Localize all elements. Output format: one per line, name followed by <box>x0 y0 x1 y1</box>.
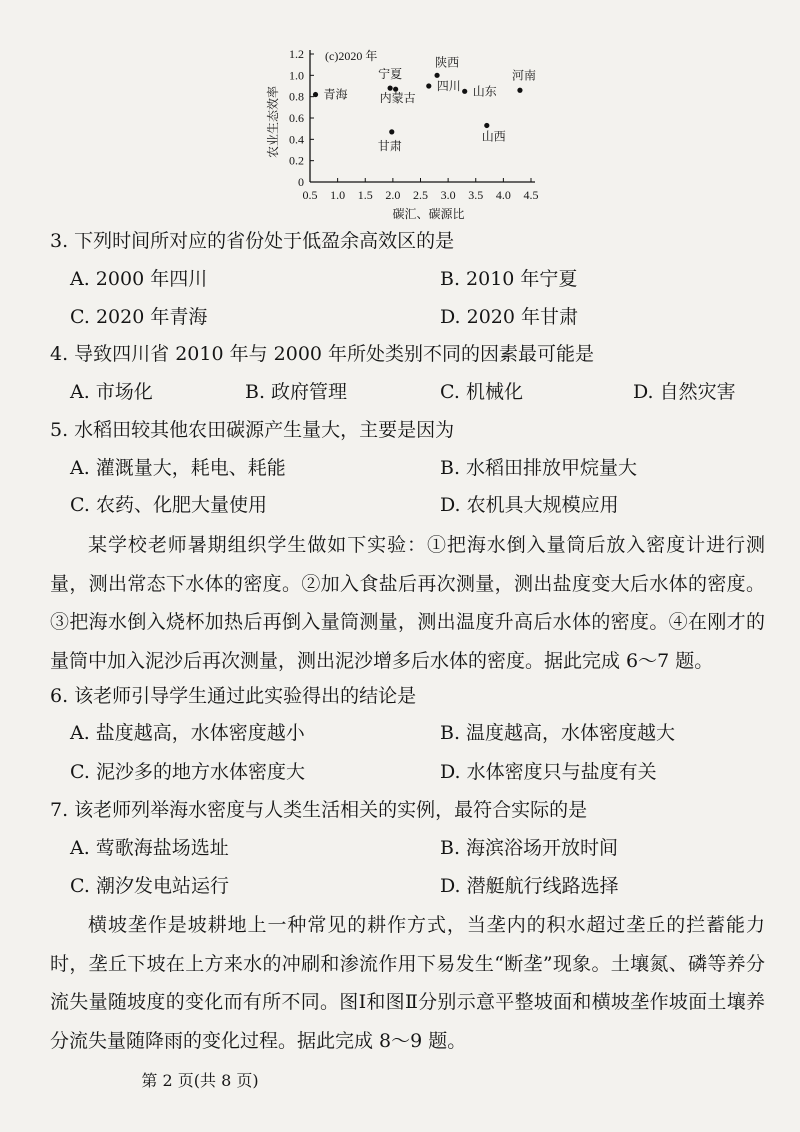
scatter-chart <box>255 40 555 230</box>
question-7-option-b: B. 海滨浴场开放时间 <box>440 837 619 859</box>
question-4-option-a: A. 市场化 <box>70 381 153 403</box>
data-point-label: 青海 <box>323 87 348 102</box>
question-4-option-b: B. 政府管理 <box>245 381 348 403</box>
y-tick-label: 0.2 <box>289 153 304 168</box>
question-7-option-a: A. 莺歌海盐场选址 <box>70 837 229 859</box>
y-tick-label: 0 <box>298 175 304 189</box>
question-7-option-d: D. 潜艇航行线路选择 <box>440 875 619 897</box>
question-3-stem: 3. 下列时间所对应的省份处于低盈余高效区的是 <box>50 230 455 252</box>
y-tick-label: 0.8 <box>289 89 304 104</box>
x-tick-label: 3.0 <box>440 188 456 202</box>
question-6-option-c: C. 泥沙多的地方水体密度大 <box>70 761 305 783</box>
y-tick-label: 1.2 <box>289 47 304 61</box>
question-6-option-d: D. 水体密度只与盐度有关 <box>440 761 657 783</box>
y-tick-label: 0.6 <box>289 111 304 125</box>
question-7-option-c: C. 潮汐发电站运行 <box>70 875 229 897</box>
question-3-option-d: D. 2020 年甘肃 <box>440 306 579 328</box>
data-point <box>388 86 393 91</box>
data-point-label: 甘肃 <box>377 138 402 153</box>
x-tick-label: 4.5 <box>523 188 539 202</box>
question-3-option-c: C. 2020 年青海 <box>70 306 208 328</box>
data-point-label: 四川 <box>436 79 461 93</box>
data-point-label: 河南 <box>511 68 536 83</box>
question-6-option-b: B. 温度越高，水体密度越大 <box>440 722 676 744</box>
data-point <box>434 73 439 78</box>
x-tick-label: 4.0 <box>495 188 511 202</box>
data-point <box>426 83 431 88</box>
question-5-option-c: C. 农药、化肥大量使用 <box>70 494 267 516</box>
data-point-label: 宁夏 <box>378 67 403 82</box>
question-7-stem: 7. 该老师列举海水密度与人类生活相关的实例，最符合实际的是 <box>50 799 588 821</box>
x-tick-label: 1.0 <box>330 188 346 202</box>
y-tick-label: 1.0 <box>289 68 304 83</box>
x-tick-label: 0.5 <box>302 188 318 202</box>
data-point-label: 陕西 <box>435 55 460 70</box>
x-tick-label: 1.5 <box>357 188 373 202</box>
chart-title: (c)2020 年 <box>325 49 378 63</box>
question-4-option-c: C. 机械化 <box>440 381 523 403</box>
x-tick-label: 2.0 <box>385 188 401 202</box>
data-point <box>313 92 318 97</box>
question-6-stem: 6. 该老师引导学生通过此实验得出的结论是 <box>50 685 417 707</box>
question-3-option-a: A. 2000 年四川 <box>70 268 208 290</box>
question-5-option-b: B. 水稻田排放甲烷量大 <box>440 457 638 479</box>
data-point <box>517 88 522 93</box>
data-point-label: 内蒙古 <box>379 91 416 106</box>
passage-8-9: 横坡垄作是坡耕地上一种常见的耕作方式，当垄内的积水超过垄丘的拦蓄能力时，垄丘下坡在上方来水的冲刷和渗流作用下易发生“断垄”现象。土壤氮、磷等养分流失量随坡度的变化而有所不同。图Ⅰ和图Ⅱ分别示意平整坡面和横坡垄作坡面土壤养分流失量随降雨的变化过程。据此完成 8～9 题。 <box>50 914 765 1052</box>
data-point <box>484 123 489 128</box>
data-point <box>462 89 467 94</box>
question-5-stem: 5. 水稻田较其他农田碳源产生量大，主要是因为 <box>50 419 455 441</box>
data-point-label: 山西 <box>481 129 506 144</box>
question-4-stem: 4. 导致四川省 2010 年与 2000 年所处类别不同的因素最可能是 <box>50 343 595 365</box>
x-tick-label: 3.5 <box>468 188 484 202</box>
y-tick-label: 0.4 <box>289 132 304 147</box>
y-axis-label: 农业生态效率 <box>266 85 280 159</box>
question-6-option-a: A. 盐度越高，水体密度越小 <box>70 722 305 744</box>
x-tick-label: 2.5 <box>413 188 428 202</box>
question-3-option-b: B. 2010 年宁夏 <box>440 268 578 290</box>
question-5-option-d: D. 农机具大规模应用 <box>440 494 619 516</box>
data-point <box>389 129 394 134</box>
data-point-label: 山东 <box>472 84 497 99</box>
page-number: 第 2 页(共 8 页) <box>141 1071 259 1090</box>
question-4-option-d: D. 自然灾害 <box>633 381 736 403</box>
x-axis-label: 碳汇、碳源比 <box>392 207 465 221</box>
page-footer <box>0 1068 800 1091</box>
question-5-option-a: A. 灌溉量大，耗电、耗能 <box>70 457 286 479</box>
passage-6-7: 某学校老师暑期组织学生做如下实验：①把海水倒入量筒后放入密度计进行测量，测出常态下水体的密度。②加入食盐后再次测量，测出盐度变大后水体的密度。③把海水倒入烧杯加热后再倒入量筒测量，测出温度升高后水体的密度。④在刚才的量筒中加入泥沙后再次测量，测出泥沙增多后水体的密度。据此完成 6～7 题。 <box>50 534 765 672</box>
